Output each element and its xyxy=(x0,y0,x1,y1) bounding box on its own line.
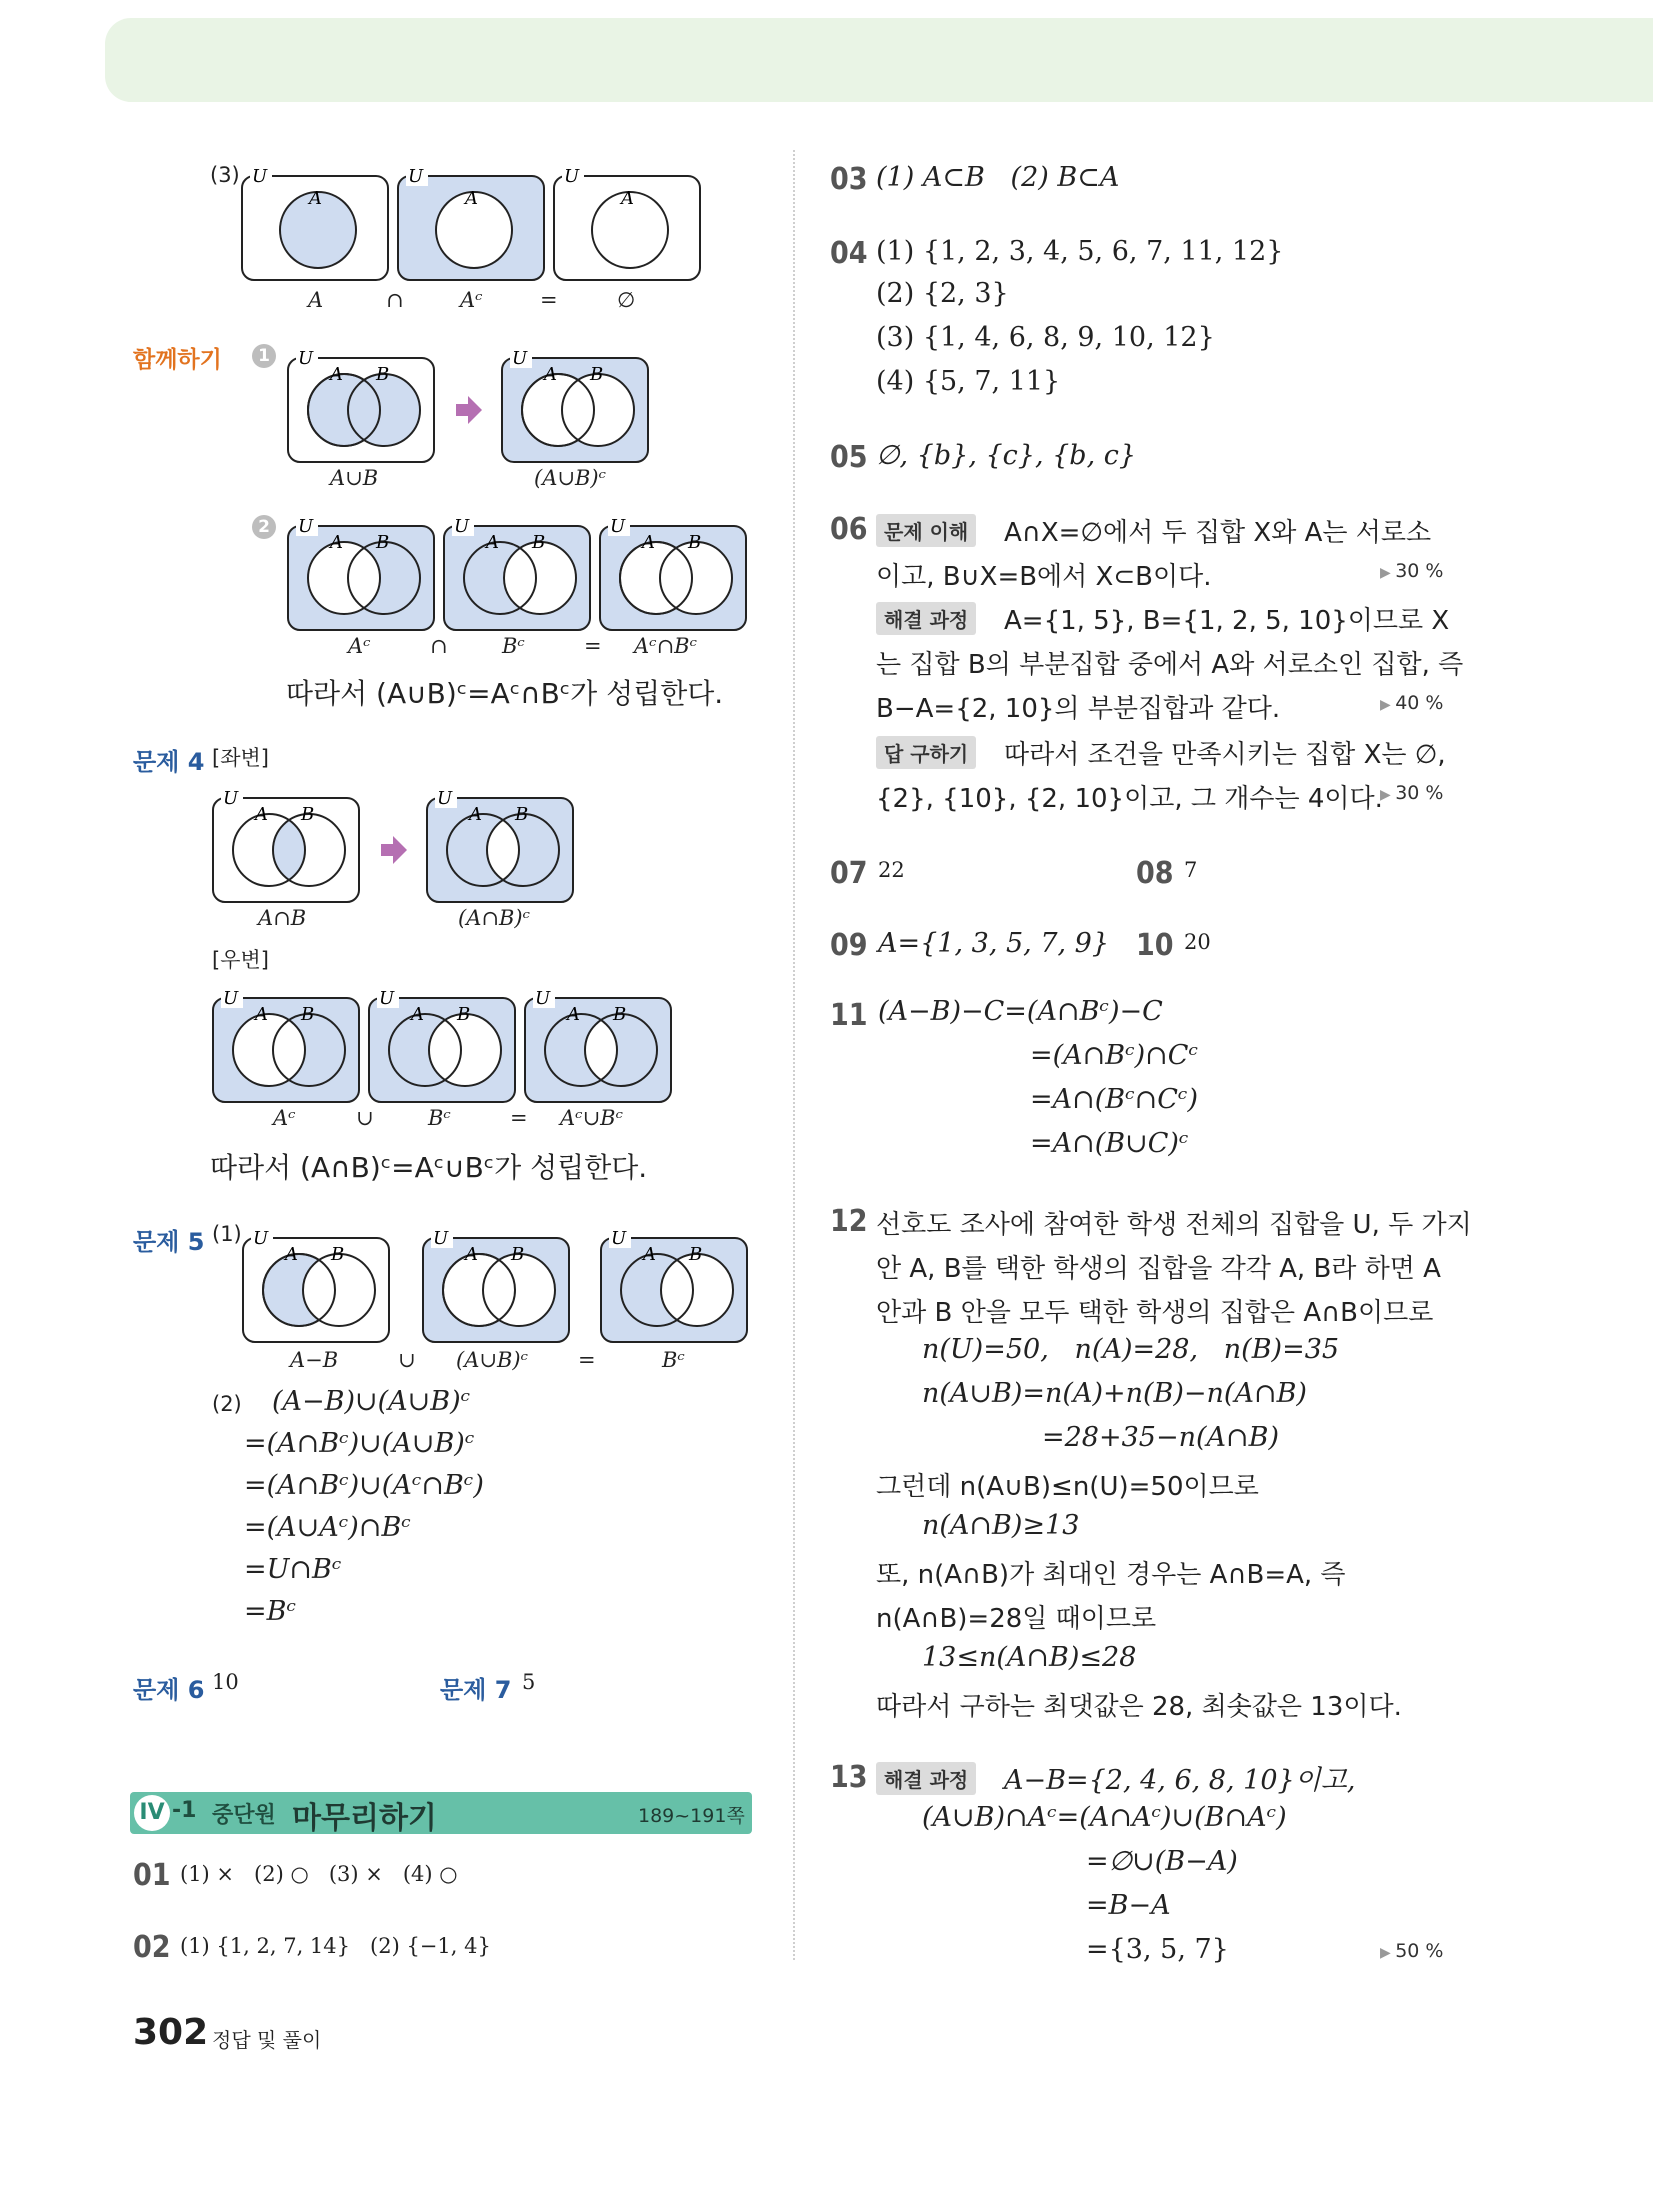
svg-text:U: U xyxy=(610,516,626,537)
q3-op-a: A xyxy=(308,288,324,312)
a12-l2: 안 A, B를 택한 학생의 집합을 각각 A, B라 하면 A xyxy=(876,1254,1441,1284)
a02-number: 02 xyxy=(133,1930,171,1965)
venn-AnB-complement xyxy=(427,788,573,902)
venn-AcnBc xyxy=(600,516,746,630)
p4-label: 문제 4 xyxy=(133,748,205,776)
svg-text:U: U xyxy=(253,1228,269,1249)
p4-left-venn xyxy=(205,786,585,906)
a06-number: 06 xyxy=(830,512,868,547)
section-title: 마무리하기 xyxy=(292,1801,437,1836)
together-op-cap: ∩ xyxy=(430,634,448,658)
p4-op-bc: Bᶜ xyxy=(428,1106,451,1130)
p7-label: 문제 7 xyxy=(440,1676,512,1704)
p4-caption-2: (A∩B)ᶜ xyxy=(458,906,530,930)
p5-op-amb: A−B xyxy=(290,1348,339,1372)
section-iv-badge: IV xyxy=(134,1795,170,1831)
venn-AuB-complement xyxy=(423,1228,569,1342)
svg-text:U: U xyxy=(611,1228,627,1249)
venn-AcuBc xyxy=(525,988,671,1102)
p5-venn-row xyxy=(235,1226,755,1346)
p5-line-2: =(A∩Bᶜ)∪(A∪B)ᶜ xyxy=(244,1428,475,1459)
p4-op-ac: Aᶜ xyxy=(273,1106,296,1130)
p5-line-6: =Bᶜ xyxy=(244,1596,296,1627)
p5-line-3: =(A∩Bᶜ)∪(Aᶜ∩Bᶜ) xyxy=(244,1470,484,1501)
a10-number: 10 xyxy=(1136,928,1174,963)
section-bar xyxy=(130,1792,752,1834)
a06-t2c: B−A={2, 10}의 부분집합과 같다. xyxy=(876,694,1281,724)
q3-venn-row xyxy=(238,166,708,286)
svg-text:A: A xyxy=(465,188,478,209)
a12-l9: 또, n(A∩B)가 최대인 경우는 A∩B=A, 즉 xyxy=(876,1560,1346,1590)
a01-number: 01 xyxy=(133,1858,171,1893)
a12-l6: =28+35−n(A∩B) xyxy=(1042,1422,1280,1453)
a11-line-1: =(A∩Bᶜ)∩Cᶜ xyxy=(1030,1040,1198,1071)
svg-text:B: B xyxy=(457,1004,471,1025)
a03-number: 03 xyxy=(830,162,868,197)
a02-text: (1) {1, 2, 7, 14} (2) {−1, 4} xyxy=(180,1934,491,1958)
svg-text:U: U xyxy=(433,1228,449,1249)
venn-AuB xyxy=(288,348,434,462)
section-title-small: 중단원 xyxy=(212,1803,276,1828)
a06-pct-3: ▶ 30 % xyxy=(1380,782,1444,804)
footer-text: 정답 및 풀이 xyxy=(212,2028,322,2052)
venn-Bc xyxy=(369,988,515,1102)
svg-text:U: U xyxy=(223,788,239,809)
venn-Ac xyxy=(288,516,434,630)
svg-text:A: A xyxy=(621,188,634,209)
svg-text:B: B xyxy=(613,1004,627,1025)
p7-answer: 5 xyxy=(522,1670,536,1694)
together-caption-1: A∪B xyxy=(330,466,379,490)
a06-tag-process: 해결 과정 xyxy=(876,602,976,635)
a08-text: 7 xyxy=(1184,858,1198,882)
venn-Bc xyxy=(444,516,590,630)
together-conclusion: 따라서 (A∪B)ᶜ=Aᶜ∩Bᶜ가 성립한다. xyxy=(286,677,724,710)
p5-line-5: =U∩Bᶜ xyxy=(244,1554,342,1585)
svg-text:A: A xyxy=(642,532,655,553)
svg-text:A: A xyxy=(330,532,343,553)
together-step1-venn xyxy=(280,346,660,466)
svg-text:B: B xyxy=(532,532,546,553)
svg-text:U: U xyxy=(437,788,453,809)
together-step2-venn xyxy=(280,514,760,634)
a11-number: 11 xyxy=(830,998,868,1033)
svg-text:U: U xyxy=(379,988,395,1009)
a06-pct-1: ▶ 30 % xyxy=(1380,560,1444,582)
section-pages: 189~191쪽 xyxy=(638,1805,745,1827)
a12-l1: 선호도 조사에 참여한 학생 전체의 집합을 U, 두 가지 xyxy=(876,1210,1472,1240)
a06-t1b: 이고, B∪X=B에서 X⊂B이다. xyxy=(876,562,1212,592)
section-sub: -1 xyxy=(172,1798,197,1823)
a06-t1a: A∩X=∅에서 두 집합 X와 A는 서로소 xyxy=(1004,518,1432,548)
a06-tag-answer: 답 구하기 xyxy=(876,736,976,769)
q3-op-eq: = xyxy=(540,288,558,312)
q3-op-cap: ∩ xyxy=(386,288,404,312)
svg-text:U: U xyxy=(298,516,314,537)
column-divider xyxy=(793,150,795,1960)
p4-left-side: [좌변] xyxy=(212,746,269,770)
a06-t2b: 는 집합 B의 부분집합 중에서 A와 서로소인 집합, 즉 xyxy=(876,650,1464,680)
a06-t3b: {2}, {10}, {2, 10}이고, 그 개수는 4이다. xyxy=(876,784,1383,814)
a13-number: 13 xyxy=(830,1760,868,1795)
a13-l2: (A∪B)∩Aᶜ=(A∩Aᶜ)∪(B∩Aᶜ) xyxy=(922,1802,1287,1833)
p5-part1: (1) xyxy=(212,1222,242,1246)
venn-A xyxy=(242,166,388,280)
p4-op-cup: ∪ xyxy=(356,1106,374,1130)
svg-text:B: B xyxy=(331,1244,345,1265)
arrow-icon xyxy=(381,836,407,864)
a04-line-4: (4) {5, 7, 11} xyxy=(876,366,1061,397)
svg-text:A: A xyxy=(330,364,343,385)
a12-number: 12 xyxy=(830,1204,868,1239)
a13-l1: A−B={2, 4, 6, 8, 10}이고, xyxy=(1004,1765,1356,1796)
p5-line-4: =(A∪Aᶜ)∩Bᶜ xyxy=(244,1512,411,1543)
a10-text: 20 xyxy=(1184,930,1211,954)
svg-text:A: A xyxy=(255,1004,268,1025)
p4-op-result: Aᶜ∪Bᶜ xyxy=(560,1106,623,1130)
a09-number: 09 xyxy=(830,928,868,963)
svg-text:B: B xyxy=(590,364,604,385)
svg-text:U: U xyxy=(512,348,528,369)
a08-number: 08 xyxy=(1136,856,1174,891)
svg-text:A: A xyxy=(255,804,268,825)
svg-text:U: U xyxy=(223,988,239,1009)
svg-text:B: B xyxy=(511,1244,525,1265)
q3-marker: (3) xyxy=(210,163,240,187)
p6-label: 문제 6 xyxy=(133,1676,205,1704)
venn-Ac xyxy=(398,166,544,280)
arrow-icon xyxy=(456,396,482,424)
together-step2-marker: 2 xyxy=(252,515,276,539)
together-op-result: Aᶜ∩Bᶜ xyxy=(634,634,697,658)
together-label: 함께하기 xyxy=(133,347,222,373)
p4-conclusion: 따라서 (A∩B)ᶜ=Aᶜ∪Bᶜ가 성립한다. xyxy=(210,1151,648,1184)
together-step1-marker: 1 xyxy=(252,344,276,368)
a04-line-2: (2) {2, 3} xyxy=(876,278,1009,309)
a04-number: 04 xyxy=(830,236,868,271)
svg-text:U: U xyxy=(298,348,314,369)
a12-l3: 안과 B 안을 모두 택한 학생의 집합은 A∩B이므로 xyxy=(876,1298,1434,1328)
p5-op-cup: ∪ xyxy=(398,1348,416,1372)
a07-text: 22 xyxy=(878,858,905,882)
p6-answer: 10 xyxy=(212,1670,239,1694)
svg-text:A: A xyxy=(411,1004,424,1025)
a13-tag-process: 해결 과정 xyxy=(876,1762,976,1795)
svg-text:U: U xyxy=(252,166,268,187)
venn-AnB xyxy=(213,788,359,902)
p5-op-eq: = xyxy=(578,1348,596,1372)
svg-text:A: A xyxy=(567,1004,580,1025)
svg-text:U: U xyxy=(408,166,424,187)
p5-line-1: (A−B)∪(A∪B)ᶜ xyxy=(272,1386,471,1417)
svg-text:B: B xyxy=(301,1004,315,1025)
a04-line-3: (3) {1, 4, 6, 8, 9, 10, 12} xyxy=(876,322,1215,353)
p5-op-bc: Bᶜ xyxy=(662,1348,685,1372)
svg-text:U: U xyxy=(454,516,470,537)
p4-caption-1: A∩B xyxy=(258,906,307,930)
a13-l3: =∅∪(B−A) xyxy=(1086,1846,1238,1877)
together-op-eq: = xyxy=(584,634,602,658)
a04-line-1: (1) {1, 2, 3, 4, 5, 6, 7, 11, 12} xyxy=(876,236,1284,267)
svg-text:A: A xyxy=(544,364,557,385)
a03-text: (1) A⊂B (2) B⊂A xyxy=(876,162,1120,193)
a12-l11: 13≤n(A∩B)≤28 xyxy=(922,1642,1137,1673)
q3-op-ac: Aᶜ xyxy=(460,288,483,312)
a06-tag-understand: 문제 이해 xyxy=(876,514,976,547)
svg-text:B: B xyxy=(515,804,529,825)
svg-text:A: A xyxy=(469,804,482,825)
a13-l4: =B−A xyxy=(1086,1890,1171,1921)
a06-t2a: A={1, 5}, B={1, 2, 5, 10}이므로 X xyxy=(1004,606,1450,636)
a11-line-3: =A∩(B∪C)ᶜ xyxy=(1030,1128,1189,1159)
a12-l8: n(A∩B)≥13 xyxy=(922,1510,1080,1541)
svg-text:U: U xyxy=(564,166,580,187)
svg-text:A: A xyxy=(309,188,322,209)
svg-text:B: B xyxy=(688,532,702,553)
svg-text:A: A xyxy=(465,1244,478,1265)
a13-pct: ▶ 50 % xyxy=(1380,1940,1444,1962)
a01-text: (1) × (2) ○ (3) × (4) ○ xyxy=(180,1862,458,1886)
together-op-ac: Aᶜ xyxy=(348,634,371,658)
p5-part2: (2) xyxy=(212,1392,242,1416)
header-band xyxy=(105,18,1653,102)
p5-label: 문제 5 xyxy=(133,1228,205,1256)
svg-text:B: B xyxy=(376,532,390,553)
a11-line-2: =A∩(Bᶜ∩Cᶜ) xyxy=(1030,1084,1198,1115)
a11-first: (A−B)−C=(A∩Bᶜ)−C xyxy=(878,996,1163,1027)
svg-text:U: U xyxy=(535,988,551,1009)
svg-text:A: A xyxy=(486,532,499,553)
a09-text: A={1, 3, 5, 7, 9} xyxy=(878,928,1110,959)
page-number: 302 xyxy=(133,2012,209,2053)
a12-l12: 따라서 구하는 최댓값은 28, 최솟값은 13이다. xyxy=(876,1692,1402,1722)
svg-text:B: B xyxy=(376,364,390,385)
a05-text: ∅, {b}, {c}, {b, c} xyxy=(876,440,1137,471)
a07-number: 07 xyxy=(830,856,868,891)
venn-AuB-complement xyxy=(502,348,648,462)
venn-Bc xyxy=(601,1228,747,1342)
a12-l5: n(A∪B)=n(A)+n(B)−n(A∩B) xyxy=(922,1378,1307,1409)
svg-text:A: A xyxy=(285,1244,298,1265)
a06-pct-2: ▶ 40 % xyxy=(1380,692,1444,714)
a12-l4: n(U)=50, n(A)=28, n(B)=35 xyxy=(922,1334,1340,1365)
venn-Ac xyxy=(213,988,359,1102)
p5-op-aubc: (A∪B)ᶜ xyxy=(456,1348,528,1372)
a05-number: 05 xyxy=(830,440,868,475)
venn-A-minus-B xyxy=(243,1228,389,1342)
a12-l10: n(A∩B)=28일 때이므로 xyxy=(876,1604,1157,1634)
together-caption-2: (A∪B)ᶜ xyxy=(534,466,606,490)
a12-l7: 그런데 n(A∪B)≤n(U)=50이므로 xyxy=(876,1472,1259,1502)
svg-text:A: A xyxy=(643,1244,656,1265)
a13-l5: ={3, 5, 7} xyxy=(1086,1934,1229,1965)
a06-t3a: 따라서 조건을 만족시키는 집합 X는 ∅, xyxy=(1004,740,1446,770)
p4-right-venn xyxy=(205,986,685,1106)
p4-right-side: [우변] xyxy=(212,948,269,972)
p4-op-eq: = xyxy=(510,1106,528,1130)
q3-op-empty: ∅ xyxy=(617,288,636,312)
venn-empty xyxy=(554,166,700,280)
svg-text:B: B xyxy=(301,804,315,825)
together-op-bc: Bᶜ xyxy=(502,634,525,658)
svg-text:B: B xyxy=(689,1244,703,1265)
